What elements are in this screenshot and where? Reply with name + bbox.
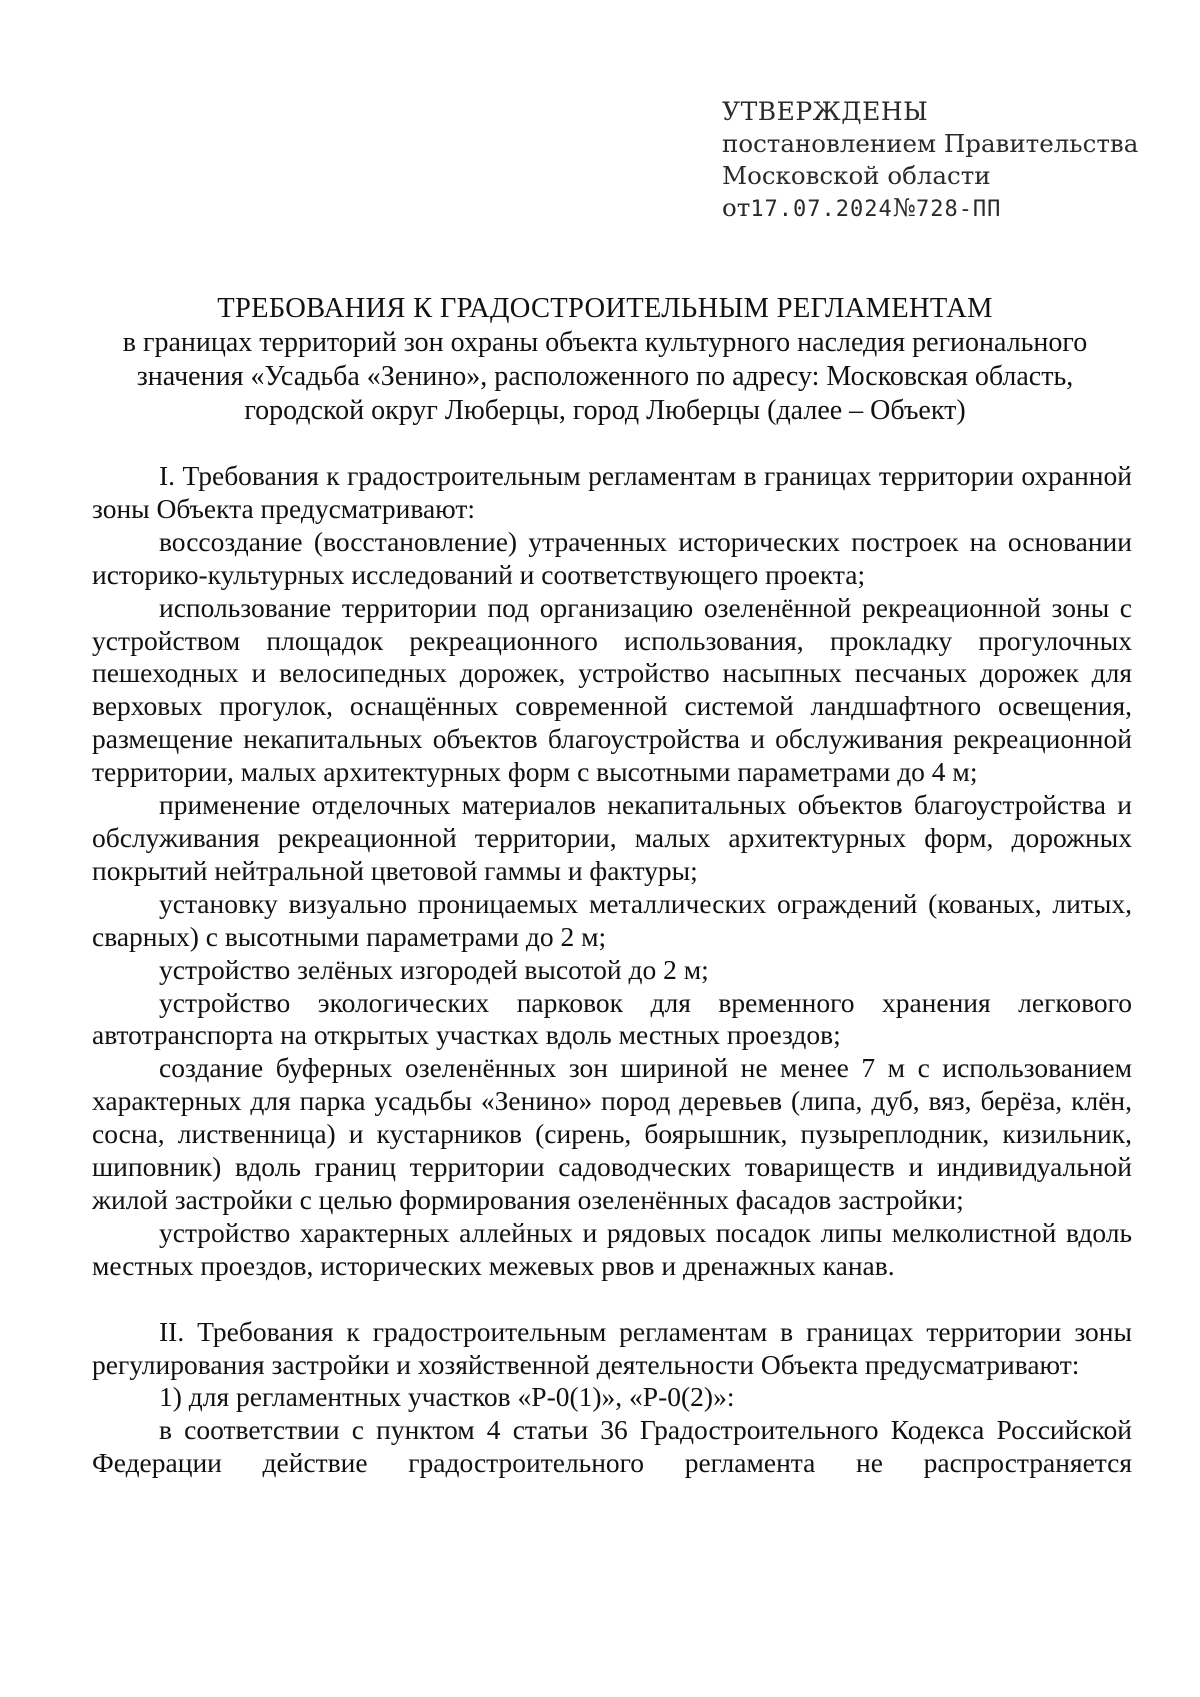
section-2-subitem: 1) для регламентных участков «Р-0(1)», «Р-0(2)»: bbox=[159, 1381, 735, 1413]
title-line-1: в границах территорий зон охраны объекта культурного наследия регионального bbox=[122, 327, 1088, 358]
section-1-item: применение отделочных материалов некапитальных объектов благоустройства и обслуживания рекреационной территории, малых архитектурных форм, дорожных покрытий нейтральной цветовой гаммы и фактуры; bbox=[92, 789, 1132, 886]
title-main: ТРЕБОВАНИЯ К ГРАДОСТРОИТЕЛЬНЫМ РЕГЛАМЕНТАМ bbox=[217, 293, 993, 324]
approval-heading: УТВЕРЖДЕНЫ bbox=[722, 97, 929, 126]
title-line-2: значения «Усадьба «Зенино», расположенного по адресу: Московская область, bbox=[136, 361, 1074, 392]
section-1-item: создание буферных озеленённых зон шириной не менее 7 м с использованием характерных для парка усадьбы «Зенино» пород деревьев (липа, дуб, вяз, берёза, клён, сосна, лиственница) и кустарников (сирень, боярышник, пузыреплодник, кизильник, шиповник) вдоль границ территории садоводческих товариществ и индивидуальной жилой застройки с целью формирования озеленённых фасадов застройки; bbox=[92, 1052, 1132, 1215]
approval-stamp bbox=[722, 96, 1139, 226]
section-1-item: устройство характерных аллейных и рядовых посадок липы мелколистной вдоль местных проездов, исторических межевых рвов и дренажных канав. bbox=[92, 1216, 1132, 1281]
approval-number: 728-ПП bbox=[915, 197, 1002, 222]
approval-number-prefix: № bbox=[892, 193, 916, 222]
approval-line-1: постановлением Правительства bbox=[722, 129, 1139, 158]
title-line-3: городской округ Люберцы, город Люберцы (далее – Объект) bbox=[244, 395, 966, 426]
approval-date: 17.07.2024 bbox=[750, 197, 893, 222]
section-1-item: устройство экологических парковок для временного хранения легкового автотранспорта на открытых участках вдоль местных проездов; bbox=[92, 986, 1132, 1051]
approval-line-2: Московской области bbox=[722, 161, 991, 190]
section-1-intro: I. Требования к градостроительным регламентам в границах территории охранной зоны Объекта предусматривают: bbox=[92, 460, 1132, 524]
section-2-subitem-text: в соответствии с пунктом 4 статьи 36 Градостроительного Кодекса Российской Федерации действие градостроительного регламента не распространяется bbox=[92, 1414, 1132, 1479]
document-body bbox=[92, 460, 1132, 1480]
section-1-item: воссоздание (восстановление) утраченных исторических построек на основании историко-культурных исследований и соответствующего проекта; bbox=[92, 525, 1132, 590]
section-2-intro: II. Требования к градостроительным регламентам в границах территории зоны регулирования застройки и хозяйственной деятельности Объекта предусматривают: bbox=[92, 1315, 1132, 1380]
section-1-item: использование территории под организацию озеленённой рекреационной зоны с устройством площадок рекреационного использования, прокладку прогулочных пешеходных и велосипедных дорожек, устройство насыпных песчаных дорожек для верховых прогулок, оснащённых современной системой ландшафтного освещения, размещение некапитальных объектов благоустройства и обслуживания рекреационной территории, малых архитектурных форм с высотными параметрами до 4 м; bbox=[92, 591, 1132, 788]
section-1-item: установку визуально проницаемых металлических ограждений (кованых, литых, сварных) с высотными параметрами до 2 м; bbox=[92, 887, 1132, 952]
approval-date-line bbox=[722, 192, 1122, 226]
approval-date-prefix: от bbox=[722, 193, 751, 222]
section-1-item: устройство зелёных изгородей высотой до 2 м; bbox=[159, 953, 709, 985]
document-title bbox=[90, 292, 1120, 428]
